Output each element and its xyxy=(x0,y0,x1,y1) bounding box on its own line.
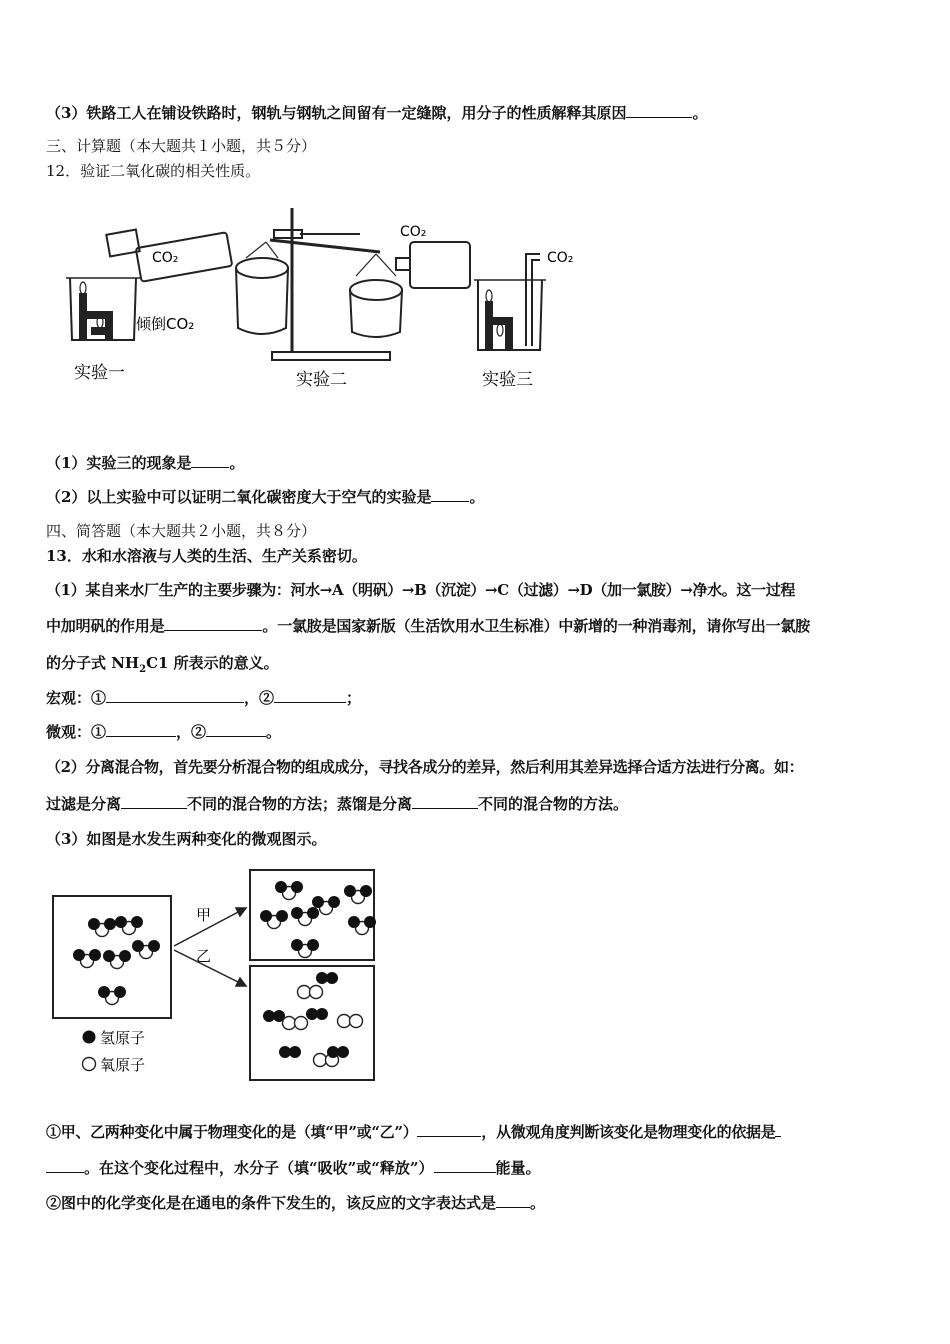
answer-blank[interactable] xyxy=(106,722,176,737)
q13-sub1-line1b: ，从微观角度判断该变化是物理变化的依据是 xyxy=(481,1123,776,1141)
q12-experiment-figure xyxy=(60,200,600,400)
water-molecules-box xyxy=(53,896,171,1018)
co2-label-1: CO₂ xyxy=(152,250,179,266)
section-4-heading: 四、简答题（本大题共２小题，共８分） xyxy=(46,522,317,540)
water-change-figure xyxy=(50,866,380,1086)
answer-blank[interactable] xyxy=(191,453,229,468)
chemical-change-box xyxy=(250,966,374,1080)
q13-part1-line1: （1）某自来水厂生产的主要步骤为：河水→A（明矾）→B（沉淀）→C（过滤）→D（加一氯胺）→净水。这一过程 xyxy=(46,581,795,599)
subscript-2: 2 xyxy=(139,664,147,675)
q13-part1-line2 xyxy=(46,616,810,636)
co2-label-2: CO₂ xyxy=(400,224,427,240)
q13-sub1-line1 xyxy=(46,1122,781,1142)
q13-sub1-line2b: 能量。 xyxy=(495,1159,541,1177)
answer-blank[interactable] xyxy=(417,1122,481,1137)
answer-blank[interactable] xyxy=(121,794,187,809)
macro-end: ； xyxy=(346,689,362,707)
q11-part3 xyxy=(46,103,707,123)
q13-part1-line3b: C1 所表示的意义。 xyxy=(146,654,279,672)
q11-part3-text: （3）铁路工人在铺设铁路时，钢轨与钢轨之间留有一定缝隙，用分子的性质解释其原因 xyxy=(46,104,627,122)
micro-end: 。 xyxy=(266,723,282,741)
macro-line xyxy=(46,688,361,708)
experiment-3-label: 实验三 xyxy=(482,370,533,390)
answer-blank[interactable] xyxy=(164,616,262,631)
section-3-heading: 三、计算题（本大题共１小题，共５分） xyxy=(46,137,317,155)
q13-part2-line2c: 不同的混合物的方法。 xyxy=(478,795,629,813)
q12-title: 12．验证二氧化碳的相关性质。 xyxy=(46,162,261,180)
pour-co2-label: 倾倒CO₂ xyxy=(136,315,195,333)
q13-part2-line2 xyxy=(46,794,628,814)
answer-blank[interactable] xyxy=(496,1193,530,1208)
q12-part1-text: （1）实验三的现象是 xyxy=(46,454,192,472)
q13-sub2-text: ②图中的化学变化是在通电的条件下发生的，该反应的文字表达式是 xyxy=(46,1194,497,1212)
q12-part2-text: （2）以上实验中可以证明二氧化碳密度大于空气的实验是 xyxy=(46,488,432,506)
q13-part2-line1: （2）分离混合物，首先要分析混合物的组成成分，寻找各成分的差异，然后利用其差异选择合适方法进行分离。如： xyxy=(46,758,804,776)
q12-part1 xyxy=(46,453,244,473)
answer-blank[interactable] xyxy=(206,722,266,737)
answer-blank[interactable] xyxy=(46,1158,84,1173)
experiment-2-apparatus xyxy=(236,208,470,360)
answer-blank[interactable] xyxy=(434,1158,496,1173)
macro-label: 宏观：① xyxy=(46,689,107,707)
q12-part1-end: 。 xyxy=(229,454,245,472)
legend-oxygen: 氧原子 xyxy=(100,1056,146,1074)
q13-sub1-line2a: 。在这个变化过程中，水分子（填“吸收”或“释放”） xyxy=(84,1159,434,1177)
micro-line xyxy=(46,722,281,742)
q13-sub2 xyxy=(46,1193,545,1213)
answer-blank[interactable] xyxy=(412,794,478,809)
legend-hydrogen: 氢原子 xyxy=(100,1029,146,1047)
q13-title: 13．水和水溶液与人类的生活、生产关系密切。 xyxy=(46,547,367,565)
answer-blank[interactable] xyxy=(626,103,692,118)
q13-part1-line2a: 中加明矾的作用是 xyxy=(46,617,165,635)
q13-sub1-line2 xyxy=(46,1158,541,1178)
q13-part1-line2b: 。一氯胺是国家新版（生活饮用水卫生标准）中新增的一种消毒剂，请你写出一氯胺 xyxy=(262,617,811,635)
q12-part2-end: 。 xyxy=(469,488,485,506)
label-jia: 甲 xyxy=(196,906,212,924)
q13-sub2-end: 。 xyxy=(530,1194,546,1212)
macro-mid: ，② xyxy=(244,689,275,707)
q13-part2-line2a: 过滤是分离 xyxy=(46,795,122,813)
micro-label: 微观：① xyxy=(46,723,107,741)
q13-sub1-line1a: ①甲、乙两种变化中属于物理变化的是（填“甲”或“乙”） xyxy=(46,1123,418,1141)
oxygen-legend-dot xyxy=(83,1058,96,1071)
q11-part3-end: 。 xyxy=(692,104,708,122)
answer-blank[interactable] xyxy=(431,487,469,502)
q13-part3: （3）如图是水发生两种变化的微观图示。 xyxy=(46,830,327,848)
legend xyxy=(83,1029,146,1074)
micro-mid: ，② xyxy=(176,723,207,741)
answer-blank[interactable] xyxy=(106,688,244,703)
hydrogen-legend-dot xyxy=(83,1031,96,1044)
physical-change-box xyxy=(250,870,376,960)
experiment-2-label: 实验二 xyxy=(296,370,347,390)
q13-part1-line3a: 的分子式 NH xyxy=(46,654,140,672)
q12-part2 xyxy=(46,487,484,507)
co2-label-3: CO₂ xyxy=(547,250,574,266)
answer-blank[interactable] xyxy=(775,1122,781,1137)
label-yi: 乙 xyxy=(196,947,212,965)
q13-part1-line3 xyxy=(46,653,279,680)
q13-part2-line2b: 不同的混合物的方法；蒸馏是分离 xyxy=(187,795,413,813)
answer-blank[interactable] xyxy=(274,688,346,703)
experiment-1-label: 实验一 xyxy=(74,363,125,383)
experiment-3-apparatus xyxy=(474,254,546,350)
